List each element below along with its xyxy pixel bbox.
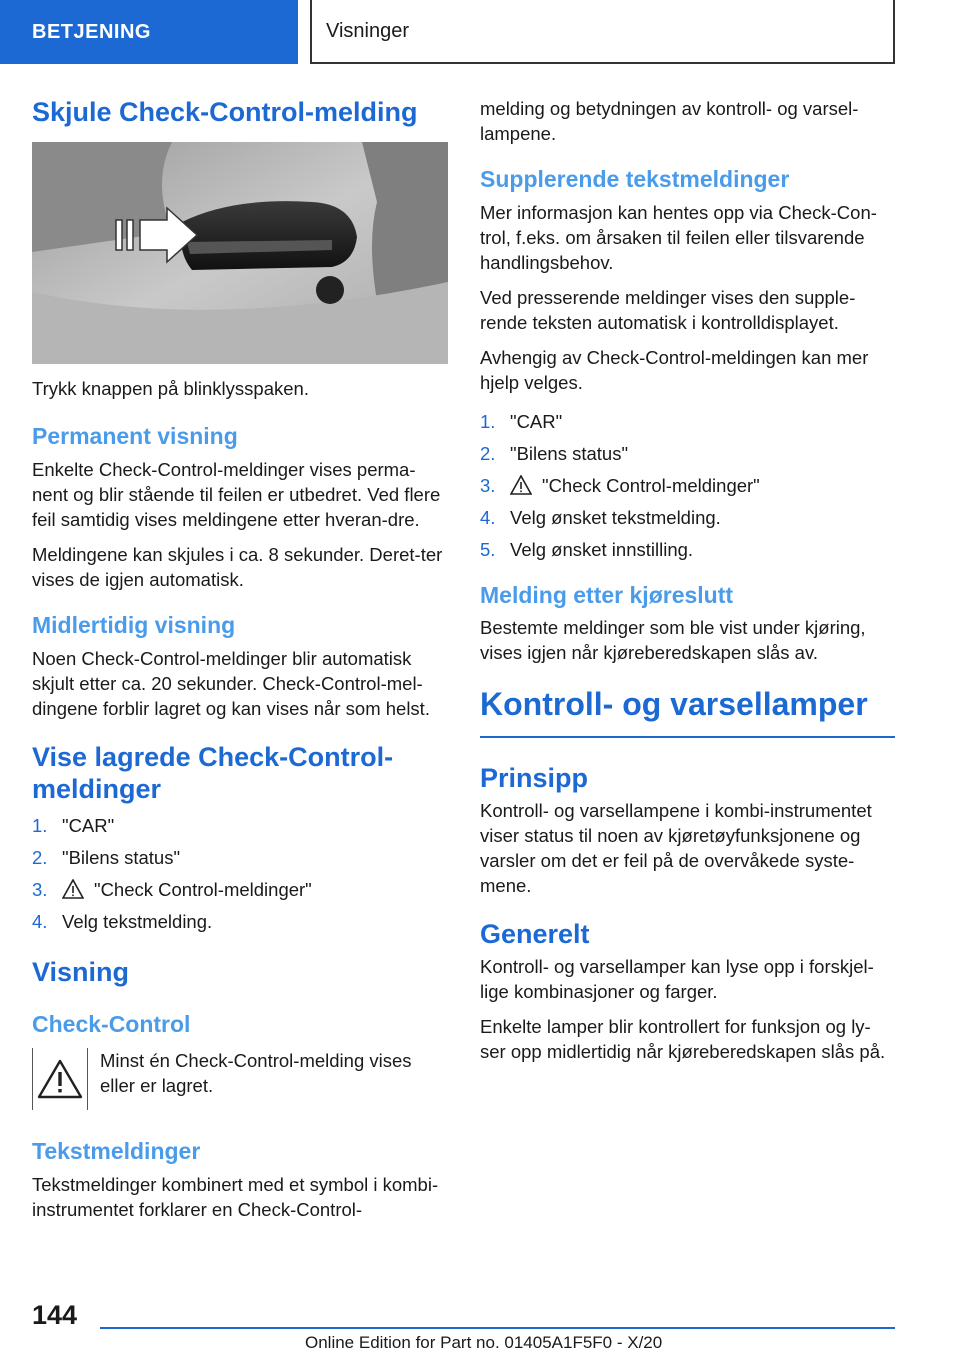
chapter-rule bbox=[480, 736, 895, 738]
check-control-symbol-row bbox=[32, 1048, 448, 1110]
warning-triangle-icon bbox=[510, 475, 532, 495]
list-item: 4. Velg tekstmelding. bbox=[32, 911, 213, 933]
footer-rule bbox=[100, 1327, 895, 1329]
list-item: 5. Velg ønsket innstilling. bbox=[480, 538, 694, 560]
general-heading: Generelt bbox=[480, 918, 590, 949]
stored-messages-heading: Vise lagrede Check-Control-meldinger bbox=[32, 741, 394, 804]
display-heading: Visning bbox=[32, 957, 130, 988]
section-label: BETJENING bbox=[32, 20, 151, 43]
warning-box bbox=[32, 1048, 88, 1110]
list-item: 3. "Check Control-meldinger" bbox=[480, 474, 760, 496]
supplementary-steps bbox=[480, 409, 896, 562]
page-header-title bbox=[310, 0, 895, 64]
text-messages-paragraph: Tekstmeldinger kombinert med et symbol i kombi-instrumentet forklarer en Check-Control- bbox=[32, 1173, 439, 1220]
hide-message-heading: Skjule Check-Control-melding bbox=[32, 97, 418, 127]
right-column bbox=[480, 96, 896, 1074]
supplementary-paragraph-3: Avhengig av Check-Control-meldingen kan mer hjelp velges. bbox=[480, 346, 869, 393]
section-tab bbox=[0, 0, 298, 64]
after-driving-paragraph: Bestemte meldinger som ble vist under kjøring, vises igjen når kjøreberedskapen slås av. bbox=[480, 617, 866, 664]
general-paragraph-2: Enkelte lamper blir kontrollert for funksjon og ly-ser opp midlertidig når kjøreberedskapen slås på. bbox=[480, 1016, 886, 1063]
list-item: 2. "Bilens status" bbox=[480, 442, 629, 464]
text-messages-heading: Tekstmeldinger bbox=[32, 1138, 201, 1165]
chapter-heading: Kontroll- og varsellamper bbox=[480, 686, 868, 723]
left-column bbox=[32, 96, 448, 1232]
turn-signal-lever-photo bbox=[32, 142, 448, 364]
list-item: 4. Velg ønsket tekstmelding. bbox=[480, 506, 721, 528]
check-control-heading: Check-Control bbox=[32, 1010, 191, 1037]
photo-caption: Trykk knappen på blinklysspaken. bbox=[32, 378, 309, 400]
supplementary-paragraph-2: Ved presserende meldinger vises den supple-rende teksten automatisk i kontrolldisplayet. bbox=[480, 286, 856, 333]
after-driving-heading: Melding etter kjøreslutt bbox=[480, 581, 734, 608]
supplementary-heading: Supplerende tekstmeldinger bbox=[480, 166, 790, 192]
list-item: 1. "CAR" bbox=[32, 815, 115, 837]
list-item: 3. "Check Control-meldinger" bbox=[32, 879, 312, 901]
principle-heading: Prinsipp bbox=[480, 762, 589, 793]
permanent-paragraph-2: Meldingene kan skjules i ca. 8 sekunder. Deret-ter vises de igjen automatisk. bbox=[32, 543, 443, 590]
header-title: Visninger bbox=[326, 19, 410, 42]
temporary-display-heading: Midlertidig visning bbox=[32, 611, 236, 638]
principle-paragraph: Kontroll- og varsellampene i kombi-instrumentet viser status til noen av kjøretøyfunksjonene og varsler om det er feil på de overvåkede syste-mene. bbox=[480, 799, 872, 896]
lever-illustration bbox=[32, 142, 448, 364]
temporary-paragraph: Noen Check-Control-meldinger blir automatisk skjult etter ca. 20 sekunder. Check-Control-mel-dingene forblir lagret og kan vises når som helst. bbox=[32, 647, 430, 719]
warning-triangle-icon bbox=[37, 1059, 83, 1099]
warning-triangle-icon bbox=[62, 879, 84, 899]
page-number: 144 bbox=[32, 1300, 78, 1330]
list-item: 1. "CAR" bbox=[480, 410, 563, 432]
stored-messages-steps bbox=[32, 813, 448, 934]
supplementary-paragraph-1: Mer informasjon kan hentes opp via Check-Con-trol, f.eks. om årsaken til feilen eller tilsvarende handlingsbehov. bbox=[480, 201, 877, 273]
continued-paragraph: melding og betydningen av kontroll- og varsel-lampene. bbox=[480, 98, 859, 144]
permanent-paragraph-1: Enkelte Check-Control-meldinger vises perma-nent og blir stående til feilen er utbedret. Ved flere feil samtidig vises meldingene etter hveran-dre. bbox=[32, 458, 441, 530]
list-item: 2. "Bilens status" bbox=[32, 847, 181, 869]
general-paragraph-1: Kontroll- og varsellamper kan lyse opp i forskjel-lige kombinasjoner og farger. bbox=[480, 956, 874, 1003]
edition-text: Online Edition for Part no. 01405A1F5F0 - X/20 bbox=[305, 1333, 663, 1352]
permanent-display-heading: Permanent visning bbox=[32, 423, 238, 450]
check-control-text: Minst én Check-Control-melding vises eller er lagret. bbox=[100, 1050, 412, 1097]
